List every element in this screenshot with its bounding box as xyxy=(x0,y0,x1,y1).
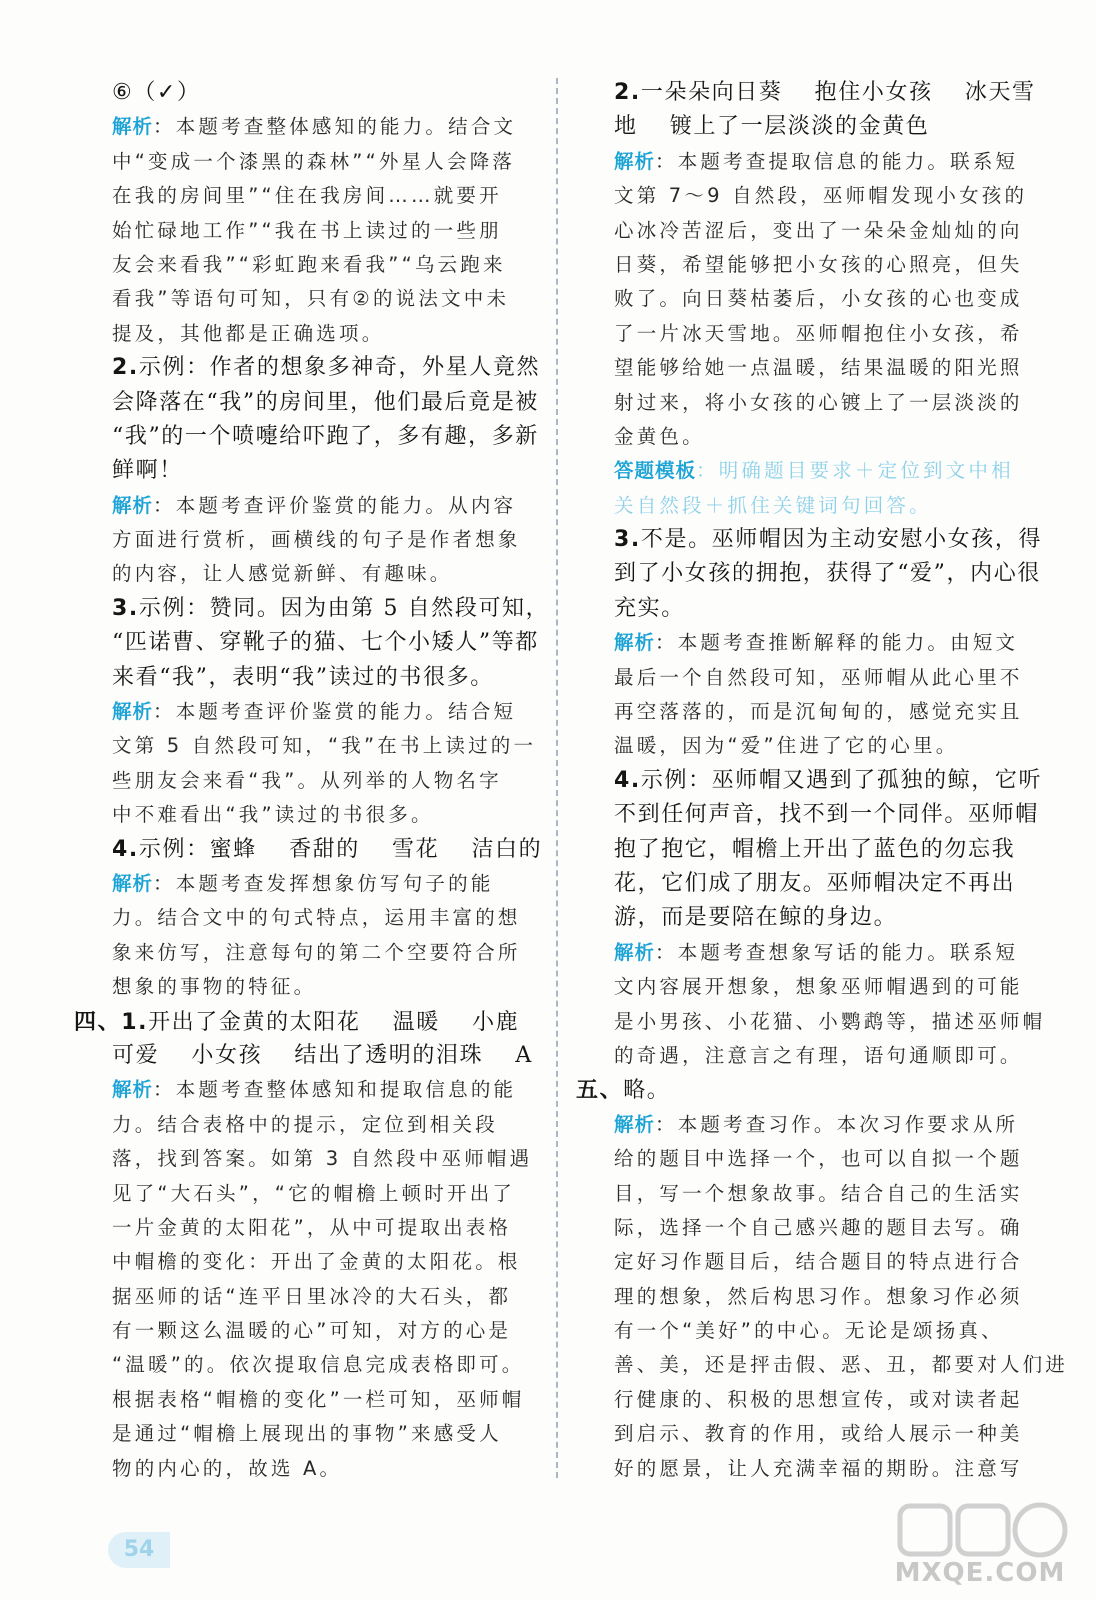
text-line xyxy=(576,1073,1034,1107)
text-line xyxy=(112,867,532,901)
text-line xyxy=(614,1211,1034,1245)
line-text: 力。结合文中的句式特点，运用丰富的想 xyxy=(112,906,521,930)
line-text: 些朋友会来看“我”。从列举的人物名字 xyxy=(112,768,502,792)
text-line xyxy=(112,970,532,1004)
line-text: 望能够给她一点温暖，结果温暖的阳光照 xyxy=(614,356,1023,380)
line-text: 关自然段＋抓住关键词句回答。 xyxy=(614,493,932,517)
line-text: 据巫师的话“连平日里冰冷的大石头，都 xyxy=(112,1284,512,1308)
question-number: 4. xyxy=(614,767,641,793)
line-text: 物的内心的，故选 A。 xyxy=(112,1456,343,1480)
line-text: 好的愿景，让人充满幸福的期盼。注意写 xyxy=(614,1456,1023,1480)
section-number: 五、 xyxy=(576,1077,624,1104)
line-text: “温暖”的。依次提取信息完成表格即可。 xyxy=(112,1353,525,1377)
line-text: 善、美，还是抨击假、恶、丑，都要对人们进 xyxy=(614,1353,1069,1377)
line-text: ：本题考查评价鉴赏的能力。结合短 xyxy=(153,700,517,724)
line-text: 了一片冰天雪地。巫师帽抱住小女孩，希 xyxy=(614,321,1023,345)
text-line xyxy=(614,145,1034,179)
line-text: 定好习作题目后，结合题目的特点进行合 xyxy=(614,1250,1023,1274)
line-text: 日葵，希望能够把小女孩的心照亮，但失 xyxy=(614,252,1023,276)
analysis-label: 解析 xyxy=(112,115,154,139)
line-text: ：本题考查推断解释的能力。由短文 xyxy=(655,631,1019,655)
line-text: 最后一个自然段可知，巫师帽从此心里不 xyxy=(614,665,1023,689)
line-text: 来看“我”，表明“我”读过的书很多。 xyxy=(112,664,494,690)
left-column xyxy=(74,76,550,1486)
text-line xyxy=(614,1108,1034,1142)
line-text: 射过来，将小女孩的心镀上了一层淡淡的 xyxy=(614,390,1023,414)
line-text: 心冰冷苦涩后，变出了一朵朵金灿灿的向 xyxy=(614,218,1023,242)
question-number: 3. xyxy=(112,595,139,621)
analysis-label: 解析 xyxy=(112,700,154,724)
text-line xyxy=(112,282,532,316)
watermark-logo xyxy=(880,1500,1080,1590)
line-text: 力。结合表格中的提示，定位到相关段 xyxy=(112,1112,498,1136)
text-line xyxy=(112,420,539,454)
text-line xyxy=(112,110,532,144)
question-number: 3. xyxy=(614,527,641,553)
text-line xyxy=(112,1383,532,1417)
line-text: 给的题目中选择一个，也可以自拟一个题 xyxy=(614,1147,1023,1171)
text-line xyxy=(112,76,532,110)
line-text: 略。 xyxy=(623,1078,671,1104)
line-text: ：本题考查整体感知的能力。结合文 xyxy=(153,115,517,139)
line-text: 示例：蜜蜂 香甜的 雪花 洁白的 xyxy=(138,836,543,862)
line-text: 理的想象，然后构思习作。想象习作必须 xyxy=(614,1284,1023,1308)
right-column xyxy=(576,76,1069,1486)
line-text: 到启示、教育的作用，或给人展示一种美 xyxy=(614,1422,1023,1446)
line-text: 文第 7～9 自然段，巫师帽发现小女孩的 xyxy=(614,184,1028,208)
line-text: 提及，其他都是正确选项。 xyxy=(112,321,385,345)
line-text: “我”的一个喷嚏给吓跑了，多有趣，多新 xyxy=(112,423,539,449)
line-text: ⑥（✓） xyxy=(112,80,201,105)
line-text: 再空落落的，而是沉甸甸的，感觉充实且 xyxy=(614,700,1023,724)
analysis-label: 解析 xyxy=(614,1112,656,1136)
line-text: ：本题考查想象写话的能力。联系短 xyxy=(655,940,1019,964)
text-line xyxy=(112,248,532,282)
line-text: 不到任何声音，找不到一个同伴。巫师帽 xyxy=(614,802,1039,828)
line-text: 象来仿写，注意每句的第二个空要符合所 xyxy=(112,940,521,964)
text-line xyxy=(112,145,532,179)
text-line xyxy=(614,729,1034,763)
line-text: “匹诺曹、穿靴子的猫、七个小矮人”等都 xyxy=(112,630,539,656)
text-line xyxy=(112,936,532,970)
text-line xyxy=(614,764,1043,798)
text-line xyxy=(614,936,1034,970)
text-line xyxy=(112,1245,532,1279)
section-number: 四、 xyxy=(74,1008,122,1035)
text-line xyxy=(112,557,532,591)
text-line xyxy=(614,1177,1034,1211)
line-text: ：本题考查发挥想象仿写句子的能 xyxy=(153,871,494,895)
text-line xyxy=(614,695,1034,729)
text-line xyxy=(614,420,1034,454)
line-text: 想象的事物的特征。 xyxy=(112,975,317,999)
text-line xyxy=(614,901,1034,935)
line-text: 开出了金黄的太阳花 温暖 小鹿 xyxy=(148,1009,520,1035)
page-number: 54 xyxy=(108,1532,170,1568)
text-line xyxy=(112,1142,532,1176)
text-line xyxy=(112,695,532,729)
text-line xyxy=(614,282,1034,316)
line-text: 示例：赞同。因为由第 5 自然段可知， xyxy=(138,595,550,621)
text-line xyxy=(614,1039,1034,1073)
line-text: 目，写一个想象故事。结合自己的生活实 xyxy=(614,1181,1023,1205)
text-line xyxy=(112,1314,532,1348)
text-line xyxy=(614,76,1034,110)
line-text: 可爱 小女孩 结出了透明的泪珠 A xyxy=(112,1042,533,1068)
line-text: 示例：作者的想象多神奇，外星人竟然 xyxy=(138,355,541,381)
text-line xyxy=(112,901,532,935)
line-text: 败了。向日葵枯萎后，小女孩的心也变成 xyxy=(614,287,1023,311)
text-line xyxy=(614,214,1034,248)
line-text: 游，而是要陪在鲸的身边。 xyxy=(614,905,898,931)
text-line xyxy=(614,1452,1034,1486)
text-line xyxy=(614,351,1034,385)
line-text: 花，它们成了朋友。巫师帽决定不再出 xyxy=(614,870,1016,896)
question-number: 1. xyxy=(121,1009,149,1035)
line-text: 到了小女孩的拥抱，获得了“爱”，内心很 xyxy=(614,561,1041,587)
line-text: 示例：巫师帽又遇到了孤独的鲸，它听 xyxy=(640,767,1043,793)
line-text: 在我的房间里”“住在我房间……就要开 xyxy=(112,184,502,208)
text-line xyxy=(112,351,541,385)
line-text: 会降落在“我”的房间里，他们最后竟是被 xyxy=(112,389,539,415)
line-text: 温暖，因为“爱”住进了它的心里。 xyxy=(614,734,959,758)
line-text: 一片金黄的太阳花”，从中可提取出表格 xyxy=(112,1215,512,1239)
text-line xyxy=(112,1452,532,1486)
text-line xyxy=(112,833,543,867)
text-line xyxy=(112,1348,532,1382)
text-line xyxy=(112,764,532,798)
line-text: ：本题考查习作。本次习作要求从所 xyxy=(655,1112,1019,1136)
line-text: 金黄色。 xyxy=(614,424,705,448)
line-text: 看我”等语句可知，只有②的说法文中未 xyxy=(112,287,510,311)
text-line xyxy=(614,1383,1034,1417)
line-text: 中“变成一个漆黑的森林”“外星人会降落 xyxy=(112,149,516,173)
text-line xyxy=(614,867,1034,901)
line-text: ：本题考查整体感知和提取信息的能 xyxy=(153,1078,517,1102)
text-line xyxy=(614,317,1034,351)
text-line xyxy=(614,248,1034,282)
line-text: 一朵朵向日葵 抱住小女孩 冰天雪 xyxy=(640,80,1036,105)
line-text: ：明确题目要求＋定位到文中相 xyxy=(696,459,1014,483)
line-text: 方面进行赏析，画横线的句子是作者想象 xyxy=(112,528,521,552)
text-line xyxy=(112,1177,532,1211)
line-text: 充实。 xyxy=(614,595,685,621)
text-line xyxy=(614,454,1034,488)
text-line xyxy=(112,489,532,523)
analysis-label: 解析 xyxy=(112,871,154,895)
line-text: 落，找到答案。如第 3 自然段中巫师帽遇 xyxy=(112,1147,533,1171)
text-line xyxy=(614,179,1034,213)
text-line xyxy=(112,661,532,695)
analysis-label: 解析 xyxy=(112,1078,154,1102)
text-line xyxy=(112,798,532,832)
text-line xyxy=(112,1417,532,1451)
line-text: 始忙碌地工作”“我在书上读过的一些朋 xyxy=(112,218,502,242)
text-line xyxy=(614,489,1034,523)
line-text: 地 镀上了一层淡淡的金黄色 xyxy=(614,114,930,140)
text-line xyxy=(614,626,1034,660)
analysis-label: 解析 xyxy=(614,631,656,655)
text-line xyxy=(112,626,539,660)
line-text: 中不难看出“我”读过的书很多。 xyxy=(112,803,434,827)
question-number: 2. xyxy=(112,355,139,381)
text-line xyxy=(614,386,1034,420)
text-line xyxy=(614,592,1034,626)
line-text: 的奇遇，注意言之有理，语句通顺即可。 xyxy=(614,1043,1023,1067)
text-line xyxy=(112,1211,532,1245)
text-line xyxy=(614,1348,1069,1382)
line-text: 不是。巫师帽因为主动安慰小女孩，得 xyxy=(640,527,1043,553)
line-text: 文第 5 自然段可知，“我”在书上读过的一 xyxy=(112,734,537,758)
text-line xyxy=(614,833,1034,867)
line-text: 文内容展开想象，想象巫师帽遇到的可能 xyxy=(614,975,1023,999)
text-line xyxy=(112,317,532,351)
question-number: 2. xyxy=(614,80,641,105)
text-line xyxy=(112,523,532,557)
text-line xyxy=(614,1005,1046,1039)
line-text: 是小男孩、小花猫、小鹦鹉等，描述巫师帽 xyxy=(614,1009,1046,1033)
line-text: 见了“大石头”，“它的帽檐上顿时开出了 xyxy=(112,1181,516,1205)
watermark-text: MXQE.COM xyxy=(894,1558,1066,1588)
text-line xyxy=(614,970,1034,1004)
text-line xyxy=(614,1314,1034,1348)
text-line xyxy=(112,1073,532,1107)
line-text: 根据表格“帽檐的变化”一栏可知，巫师帽 xyxy=(112,1387,525,1411)
text-line xyxy=(614,1280,1034,1314)
watermark-icon xyxy=(880,1500,1080,1560)
text-line xyxy=(614,798,1039,832)
line-text: 中帽檐的变化：开出了金黄的太阳花。根 xyxy=(112,1250,521,1274)
question-number: 4. xyxy=(112,836,139,862)
text-line xyxy=(112,179,532,213)
text-line xyxy=(112,729,537,763)
text-line xyxy=(112,214,532,248)
text-line xyxy=(112,1039,532,1073)
text-line xyxy=(112,592,550,626)
text-line xyxy=(112,1108,532,1142)
text-line xyxy=(614,110,1034,144)
text-line xyxy=(614,1142,1034,1176)
line-text: 际，选择一个自己感兴趣的题目去写。确 xyxy=(614,1215,1023,1239)
analysis-label: 解析 xyxy=(614,149,656,173)
text-line xyxy=(112,454,532,488)
analysis-label: 解析 xyxy=(614,940,656,964)
line-text: 有一个“美好”的中心。无论是颂扬真、 xyxy=(614,1319,1004,1343)
line-text: 抱了抱它，帽檐上开出了蓝色的勿忘我 xyxy=(614,836,1016,862)
answer-template-label: 答题模板 xyxy=(614,459,697,483)
line-text: 是通过“帽檐上展现出的事物”来感受人 xyxy=(112,1422,502,1446)
text-line xyxy=(614,523,1043,557)
line-text: ：本题考查提取信息的能力。联系短 xyxy=(655,149,1019,173)
text-line xyxy=(74,1005,532,1039)
text-line xyxy=(614,1245,1034,1279)
line-text: 鲜啊！ xyxy=(112,458,183,484)
text-line xyxy=(614,661,1034,695)
line-text: 的内容，让人感觉新鲜、有趣味。 xyxy=(112,562,453,586)
text-line xyxy=(112,1280,532,1314)
text-line xyxy=(614,557,1041,591)
line-text: 行健康的、积极的思想宣传，或对读者起 xyxy=(614,1387,1023,1411)
text-line xyxy=(112,386,539,420)
column-divider xyxy=(556,78,558,1478)
line-text: 友会来看我”“彩虹跑来看我”“乌云跑来 xyxy=(112,252,506,276)
line-text: 有一颗这么温暖的心”可知，对方的心是 xyxy=(112,1319,512,1343)
text-line xyxy=(614,1417,1034,1451)
line-text: ：本题考查评价鉴赏的能力。从内容 xyxy=(153,493,517,517)
analysis-label: 解析 xyxy=(112,493,154,517)
